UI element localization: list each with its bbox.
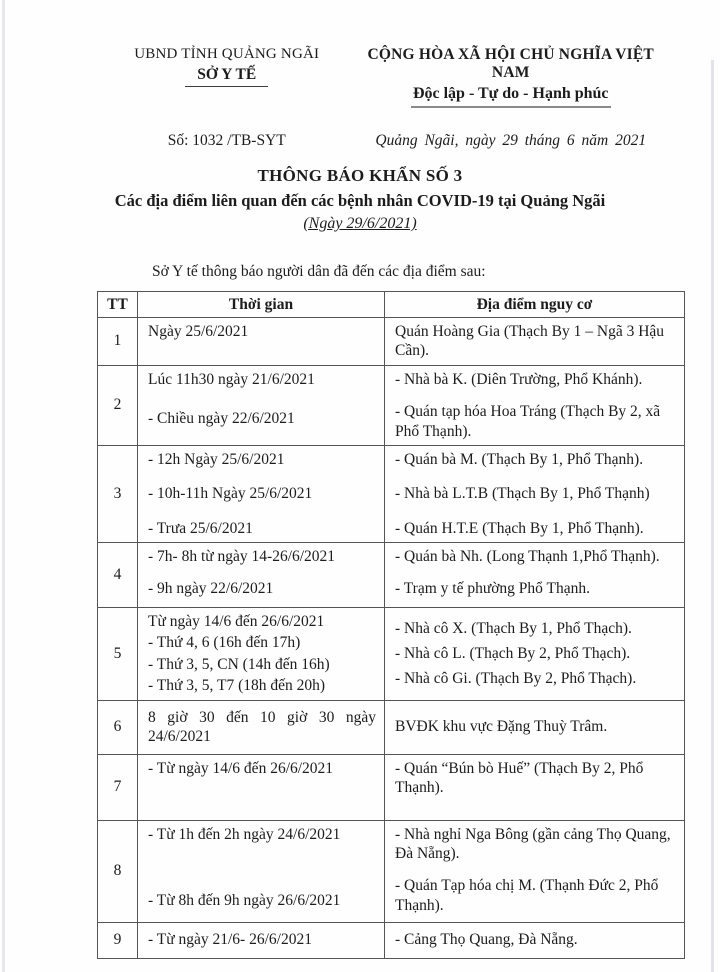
cell-line: - Quán H.T.E (Thạch By 1, Phổ Thạnh).	[395, 519, 644, 537]
cell-line: Ngày 25/6/2021	[148, 323, 249, 340]
cell-line: - Nhà bà L.T.B (Thạch By 1, Phổ Thạnh)	[395, 485, 650, 503]
place-cell	[385, 820, 685, 922]
org-name: SỞ Y TẾ	[100, 66, 353, 87]
table-row	[98, 754, 685, 820]
document-subtitle: Các địa điểm liên quan đến các bệnh nhân COVID-19 tại Quảng Ngãi	[114, 191, 606, 210]
time-cell	[138, 318, 385, 366]
cell-line: - 9h ngày 22/6/2021	[148, 580, 274, 598]
place-cell	[385, 318, 685, 366]
place-cell	[385, 445, 685, 542]
row-number-cell: 5	[98, 608, 138, 701]
cell-line: - Từ 8h đến 9h ngày 26/6/2021	[148, 891, 341, 909]
cell-line: - Nhà cô L. (Thạch By 2, Phổ Thạch).	[395, 645, 631, 663]
row-number-cell: 1	[98, 318, 138, 366]
cell-line: - Nhà bà K. (Diên Trường, Phổ Khánh).	[395, 370, 643, 388]
cell-line: - Nhà nghỉ Nga Bông (gần cảng Thọ Quang, Đà Nẵng).	[395, 825, 671, 862]
column-header-tt: TT	[98, 292, 138, 318]
national-motto: Độc lập - Tự do - Hạnh phúc	[353, 85, 668, 108]
place-cell	[385, 365, 685, 445]
document-header	[0, 46, 720, 108]
cell-line: - Cảng Thọ Quang, Đà Nẵng.	[395, 931, 578, 949]
country-name: CỘNG HÒA XÃ HỘI CHỦ NGHĨA VIỆT NAM	[367, 46, 654, 81]
place-and-date: Quảng Ngãi, ngày 29 tháng 6 năm 2021	[375, 132, 647, 149]
scan-edge-artifact-left	[2, 0, 5, 972]
table-row	[98, 543, 685, 608]
issuing-org-block	[100, 46, 353, 108]
table-row	[98, 365, 685, 445]
document-title: THÔNG BÁO KHẨN SỐ 3	[257, 166, 463, 185]
table-header	[98, 292, 685, 318]
cell-line: BVĐK khu vực Đặng Thuỳ Trâm.	[395, 718, 608, 736]
cell-line: - Chiều ngày 22/6/2021	[148, 410, 295, 428]
time-cell	[138, 445, 385, 542]
row-number-cell: 7	[98, 754, 138, 820]
row-number-cell: 8	[98, 820, 138, 922]
time-cell	[138, 365, 385, 445]
time-cell	[138, 608, 385, 701]
column-header-time: Thời gian	[138, 292, 385, 318]
place-cell	[385, 608, 685, 701]
cell-line: Quán Hoàng Gia (Thạch By 1 – Ngã 3 Hậu Cần).	[395, 323, 665, 360]
scan-edge-artifact-right	[711, 60, 714, 972]
document-title-date: (Ngày 29/6/2021)	[303, 215, 417, 232]
cell-line: - Từ ngày 21/6- 26/6/2021	[148, 931, 312, 949]
table-row	[98, 608, 685, 701]
cell-line: - Quán “Bún bò Huế” (Thạch By 2, Phổ Thạnh).	[395, 759, 644, 796]
document-title-block	[0, 166, 720, 233]
cell-line: - Thứ 3, 5, CN (14h đến 16h)	[148, 655, 330, 673]
table-row	[98, 700, 685, 754]
place-cell	[385, 700, 685, 754]
row-number-cell: 3	[98, 445, 138, 542]
table-row	[98, 318, 685, 366]
place-cell	[385, 543, 685, 608]
time-cell	[138, 820, 385, 922]
cell-line: - Quán tạp hóa Hoa Tráng (Thạch By 2, xã Phổ Thạnh).	[395, 403, 661, 440]
row-number-cell: 4	[98, 543, 138, 608]
national-motto-block	[353, 46, 668, 108]
risk-table-body	[98, 318, 685, 959]
cell-line: - Trưa 25/6/2021	[148, 519, 253, 537]
cell-line: - Thứ 4, 6 (16h đến 17h)	[148, 634, 301, 652]
doc-meta-row	[0, 132, 720, 150]
cell-line: - 12h Ngày 25/6/2021	[148, 450, 285, 468]
cell-line: - Quán Tạp hóa chị M. (Thạnh Đức 2, Phổ Thạnh).	[395, 877, 659, 914]
org-parent-name: UBND TỈNH QUẢNG NGÃI	[134, 46, 320, 62]
cell-line: - Từ 1h đến 2h ngày 24/6/2021	[148, 825, 341, 843]
cell-line: - Quán bà M. (Thạch By 1, Phổ Thạnh).	[395, 450, 644, 468]
time-cell	[138, 700, 385, 754]
table-row	[98, 820, 685, 922]
table-header-row	[98, 292, 685, 318]
row-number-cell: 9	[98, 922, 138, 958]
cell-line: - Trạm y tế phường Phổ Thạnh.	[395, 580, 590, 598]
cell-line: - Thứ 3, 5, T7 (18h đến 20h)	[148, 677, 326, 695]
row-number-cell: 2	[98, 365, 138, 445]
cell-line: - Nhà cô X. (Thạch By 1, Phổ Thạch).	[395, 619, 632, 637]
place-cell	[385, 754, 685, 820]
column-header-place: Địa điểm nguy cơ	[385, 292, 685, 318]
cell-line: - 7h- 8h từ ngày 14-26/6/2021	[148, 548, 336, 565]
cell-line: - Quán bà Nh. (Long Thạnh 1,Phổ Thạnh).	[395, 548, 660, 565]
cell-line: - 10h-11h Ngày 25/6/2021	[148, 485, 313, 503]
cell-line: Từ ngày 14/6 đến 26/6/2021	[148, 613, 325, 630]
row-number-cell: 6	[98, 700, 138, 754]
cell-line: - Từ ngày 14/6 đến 26/6/2021	[148, 759, 334, 777]
table-row	[98, 445, 685, 542]
table-row	[98, 922, 685, 958]
cell-line: Lúc 11h30 ngày 21/6/2021	[148, 370, 315, 388]
risk-locations-table	[97, 291, 685, 959]
document-number: Số: 1032 /TB-SYT	[167, 132, 286, 149]
place-cell	[385, 922, 685, 958]
cell-line: - Nhà cô Gi. (Thạch By 2, Phổ Thạch).	[395, 670, 637, 688]
time-cell	[138, 922, 385, 958]
time-cell	[138, 543, 385, 608]
intro-paragraph: Sở Y tế thông báo người dân đã đến các địa điểm sau:	[152, 263, 486, 280]
time-cell	[138, 754, 385, 820]
cell-line: 8 giờ 30 đến 10 giờ 30 ngày 24/6/2021	[148, 708, 376, 745]
